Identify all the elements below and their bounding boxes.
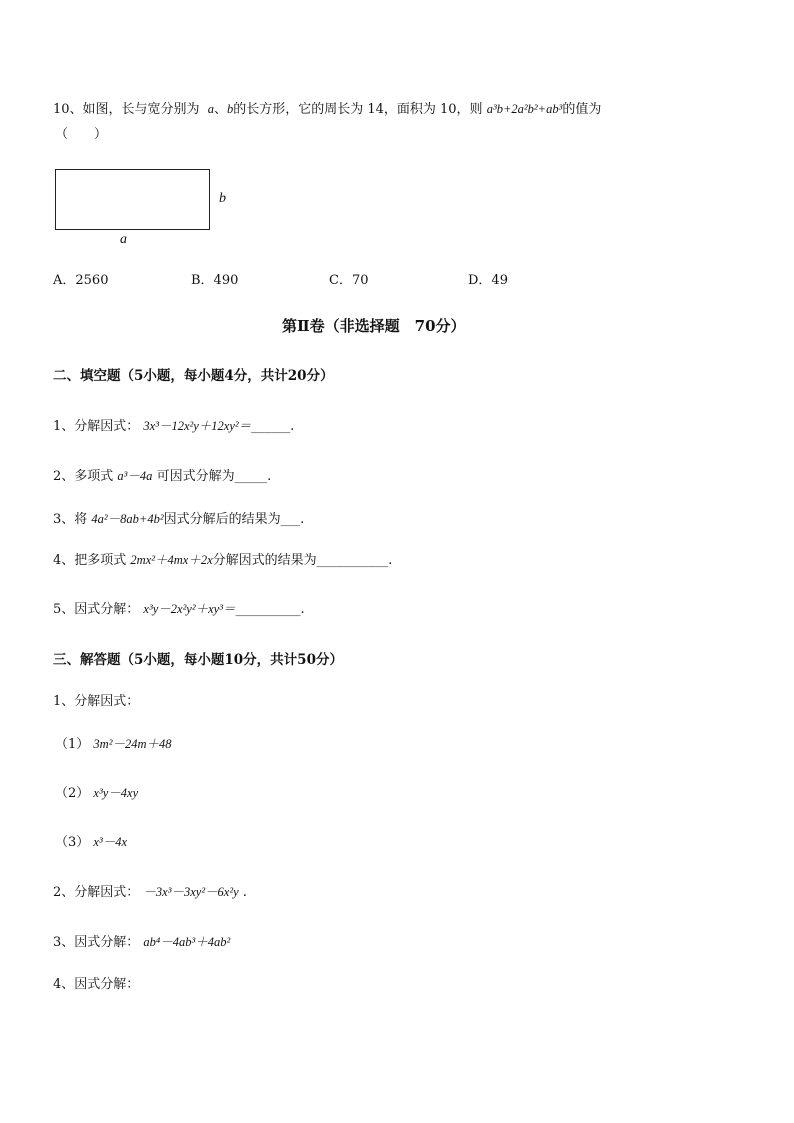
figure-label-a: a [120,232,127,247]
fill-item-5 [53,600,305,619]
solve-q2-num: 2、分解因式： [53,885,140,900]
q10-sep: 、 [213,102,227,117]
fill-1-end: . [290,419,295,434]
fill-2-num: 2、多项式 [53,469,114,484]
fill-3-expr: 4a²－8ab+4b² [91,512,164,526]
figure-label-b: b [219,191,226,206]
q1-part-1-expr: 3m²－24m＋48 [93,737,172,751]
solve-q1: 1、分解因式： [53,694,140,709]
fill-4-num: 4、把多项式 [53,553,127,568]
q1-part-2-expr: x³y－4xy [93,786,139,800]
fill-section-heading: 二、填空题（5小题，每小题4分，共计20分） [53,368,334,384]
solve-q3-expr: ab⁴－4ab³＋4ab² [143,935,231,949]
fill-4-end: . [388,553,393,568]
q10-var-a: a [207,102,214,116]
fill-2-blank[interactable]: _____ [234,469,268,484]
solve-section-heading: 三、解答题（5小题，每小题10分，共计50分） [53,652,343,668]
solve-q4-num: 4、因式分解： [53,977,140,992]
fill-3-end: . [300,512,305,527]
fill-4-tail: 分解因式的结果为 [212,553,317,568]
q10-answer-paren: （ ） [55,127,108,142]
solve-q1-part-1 [55,735,171,754]
fill-5-expr: x³y－2x²y²＋xy³＝ [143,602,236,616]
fill-3-tail: 因式分解后的结果为 [163,512,281,527]
fill-2-tail: 可因式分解为 [156,469,235,484]
fill-4-expr: 2mx²＋4mx＋2x [130,553,213,567]
fill-1-blank[interactable]: ______ [251,419,291,434]
q1-part-3-num: （3） [55,835,90,850]
fill-item-4 [53,551,392,570]
fill-5-num: 5、因式分解： [53,602,140,617]
q10-expression: a³b+2a²b²+ab³ [486,102,563,116]
q1-part-1-num: （1） [55,737,90,752]
q1-part-2-num: （2） [55,786,90,801]
q1-part-3-expr: x³－4x [93,835,128,849]
q10-var-b: b [226,102,234,116]
fill-1-expr: 3x³－12x²y＋12xy²＝ [143,419,252,433]
fill-3-blank[interactable]: ___ [280,512,301,527]
choice-c[interactable]: C．70 [329,273,369,288]
q10-prefix: 10、如图，长与宽分别为 [53,102,200,117]
fill-1-num: 1、分解因式： [53,419,140,434]
fill-2-end: . [267,469,272,484]
fill-item-2 [53,467,271,486]
choice-d[interactable]: D．49 [468,273,508,288]
fill-5-end: . [300,602,305,617]
solve-q3 [53,933,230,952]
question-10-stem [53,100,601,119]
choice-a[interactable]: A．2560 [53,273,109,288]
fill-5-blank[interactable]: __________ [235,602,301,617]
fill-4-blank[interactable]: ___________ [316,553,389,568]
solve-q1-part-2 [55,784,138,803]
rectangle-figure [55,169,210,230]
fill-item-1 [53,417,294,436]
solve-q2-expr: －3x³－3xy²－6x²y [143,885,239,899]
fill-2-expr: a³－4a [117,469,153,483]
fill-item-3 [53,510,304,529]
choice-b[interactable]: B．490 [191,273,239,288]
solve-q2 [53,883,247,902]
solve-q3-num: 3、因式分解： [53,935,140,950]
solve-q4 [53,976,139,994]
fill-3-num: 3、将 [53,512,88,527]
solve-q1-part-3 [55,833,127,852]
q10-middle: 的长方形，它的周长为 14，面积为 10，则 [233,102,483,117]
solve-q2-end: . [242,885,247,900]
q10-suffix: 的值为 [562,102,602,117]
part-2-title: 第Ⅱ卷（非选择题 70分） [282,317,466,335]
